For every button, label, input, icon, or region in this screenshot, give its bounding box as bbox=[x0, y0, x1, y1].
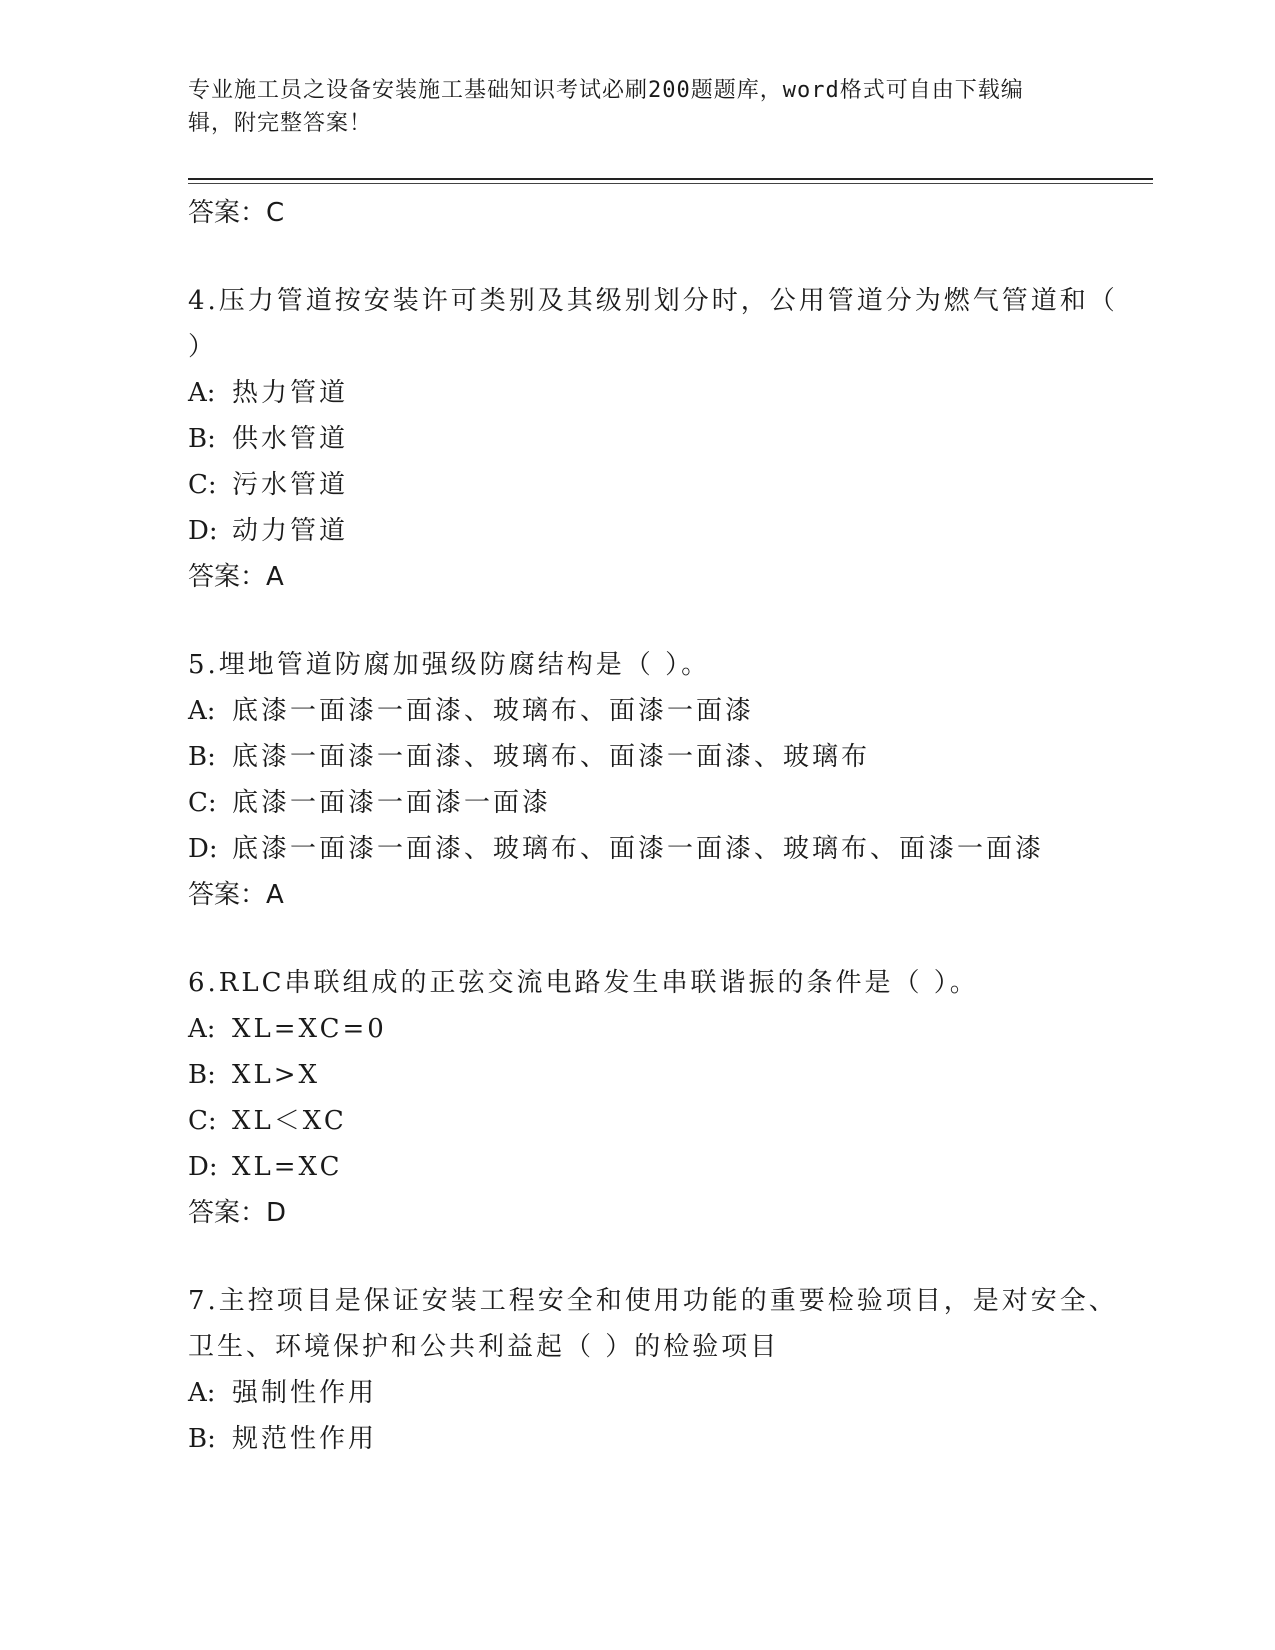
option-text: XL>X bbox=[232, 1060, 321, 1090]
option-letter: A: bbox=[188, 1014, 216, 1044]
option-letter: B: bbox=[188, 742, 216, 772]
question-text: 6.RLC串联组成的正弦交流电路发生串联谐振的条件是（ ）。 bbox=[188, 968, 979, 998]
option-text: 底漆一面漆一面漆一面漆 bbox=[232, 788, 552, 818]
option-c bbox=[188, 462, 1128, 508]
header-divider-thin bbox=[188, 183, 1153, 184]
answer-line: 答案：D bbox=[188, 1198, 287, 1228]
option-b bbox=[188, 416, 1128, 462]
option-a bbox=[188, 1370, 1128, 1416]
option-d bbox=[188, 508, 1128, 554]
option-letter: D: bbox=[188, 834, 218, 864]
option-text: 底漆一面漆一面漆、玻璃布、面漆一面漆 bbox=[232, 696, 755, 726]
answer-line: 答案：A bbox=[188, 880, 284, 910]
question-item bbox=[188, 960, 1128, 1236]
document-header: 专业施工员之设备安装施工基础知识考试必刷200题题库，word格式可自由下载编辑，附完整答案！ bbox=[188, 78, 1024, 136]
option-letter: A: bbox=[188, 1378, 216, 1408]
option-letter: C: bbox=[188, 470, 217, 500]
option-a bbox=[188, 370, 1128, 416]
option-letter: D: bbox=[188, 516, 218, 546]
option-a bbox=[188, 1006, 1128, 1052]
option-letter: D: bbox=[188, 1152, 218, 1182]
answer-line: 答案：C bbox=[188, 198, 285, 228]
option-b bbox=[188, 1052, 1128, 1098]
question-item bbox=[188, 1278, 1128, 1462]
option-text: XL=XC=0 bbox=[232, 1014, 387, 1044]
question-item bbox=[188, 278, 1128, 600]
question-text: 4.压力管道按安装许可类别及其级别划分时，公用管道分为燃气管道和（ ） bbox=[188, 286, 1118, 362]
option-letter: B: bbox=[188, 1424, 216, 1454]
option-text: 供水管道 bbox=[232, 424, 349, 454]
option-letter: C: bbox=[188, 1106, 217, 1136]
option-text: 规范性作用 bbox=[232, 1424, 378, 1454]
option-letter: A: bbox=[188, 696, 216, 726]
option-b bbox=[188, 734, 1128, 780]
option-text: XL=XC bbox=[232, 1152, 343, 1182]
option-text: 强制性作用 bbox=[232, 1378, 378, 1408]
option-letter: B: bbox=[188, 424, 216, 454]
option-text: XL＜XC bbox=[232, 1106, 347, 1136]
header-divider bbox=[188, 178, 1153, 180]
option-text: 污水管道 bbox=[232, 470, 349, 500]
option-a bbox=[188, 688, 1128, 734]
option-d bbox=[188, 826, 1128, 872]
option-d bbox=[188, 1144, 1128, 1190]
question-text: 5.埋地管道防腐加强级防腐结构是（ ）。 bbox=[188, 650, 711, 680]
option-c bbox=[188, 780, 1128, 826]
option-c bbox=[188, 1098, 1128, 1144]
option-text: 热力管道 bbox=[232, 378, 349, 408]
question-item bbox=[188, 642, 1128, 918]
option-b bbox=[188, 1416, 1128, 1462]
option-text: 动力管道 bbox=[232, 516, 349, 546]
question-list bbox=[188, 190, 1128, 1462]
option-text: 底漆一面漆一面漆、玻璃布、面漆一面漆、玻璃布 bbox=[232, 742, 871, 772]
option-letter: A: bbox=[188, 378, 216, 408]
option-letter: B: bbox=[188, 1060, 216, 1090]
question-text: 7.主控项目是保证安装工程安全和使用功能的重要检验项目，是对安全、卫生、环境保护和公共利益起（ ）的检验项目 bbox=[188, 1286, 1118, 1362]
option-letter: C: bbox=[188, 788, 217, 818]
option-text: 底漆一面漆一面漆、玻璃布、面漆一面漆、玻璃布、面漆一面漆 bbox=[232, 834, 1045, 864]
answer-line: 答案：A bbox=[188, 562, 284, 592]
